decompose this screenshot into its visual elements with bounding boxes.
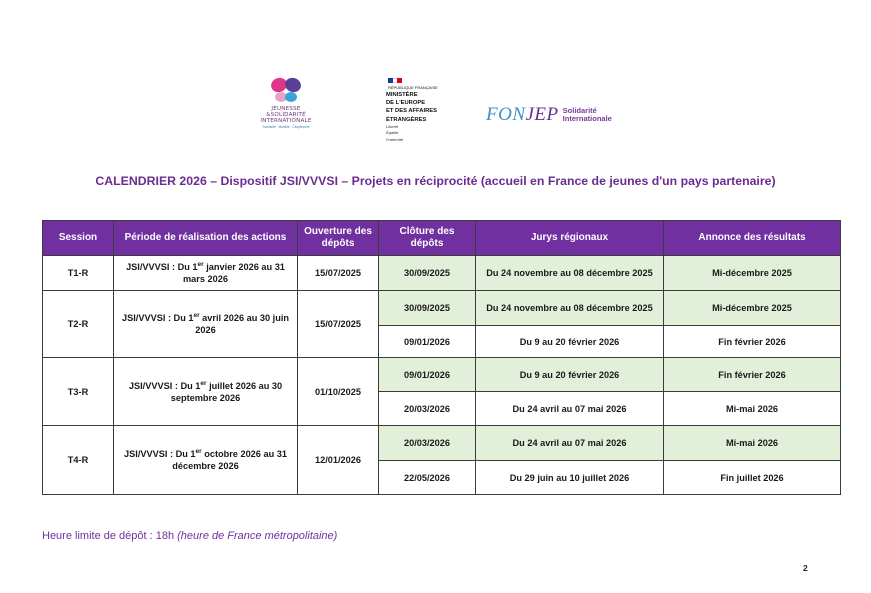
header-jurys: Jurys régionaux (476, 221, 664, 256)
page-title: CALENDRIER 2026 – Dispositif JSI/VVVSI – Projets en réciprocité (accueil en France de jeunes d'un pays partenaire) (95, 174, 776, 188)
jurys-cell: Du 29 juin au 10 juillet 2026 (476, 461, 664, 495)
jsi-logo-tagline: Solidarité · Mobilité · Citoyenneté (262, 125, 310, 129)
ministere-logo (386, 78, 456, 142)
table-row (43, 291, 841, 326)
ouverture-cell: 01/10/2025 (298, 358, 379, 426)
annonce-cell: Mi-décembre 2025 (664, 256, 841, 291)
jurys-cell: Du 24 novembre au 08 décembre 2025 (476, 291, 664, 326)
periode-cell: JSI/VVVSI : Du 1er juillet 2026 au 30 septembre 2026 (114, 358, 298, 426)
table-header-row (43, 221, 841, 256)
table-row (43, 358, 841, 392)
calendar-table (42, 220, 841, 495)
jurys-cell: Du 24 avril au 07 mai 2026 (476, 426, 664, 461)
jurys-cell: Du 24 avril au 07 mai 2026 (476, 392, 664, 426)
table-row (43, 256, 841, 291)
jurys-cell: Du 9 au 20 février 2026 (476, 358, 664, 392)
ouverture-cell: 15/07/2025 (298, 291, 379, 358)
ministere-name-2: DE L'EUROPE (386, 100, 426, 107)
page-number: 2 (803, 563, 808, 573)
fonjep-fon: FON (486, 104, 526, 125)
ministere-name-1: MINISTÈRE (386, 92, 418, 98)
jurys-cell: Du 24 novembre au 08 décembre 2025 (476, 256, 664, 291)
deadline-note-italic: (heure de France métropolitaine) (177, 530, 338, 542)
fonjep-logo (486, 104, 612, 126)
cloture-cell: 09/01/2026 (379, 358, 476, 392)
jsi-logo-text-3: INTERNATIONALE (260, 118, 312, 124)
annonce-cell: Fin juillet 2026 (664, 461, 841, 495)
ministere-motto-3: Fraternité (386, 136, 404, 142)
jsi-logo (256, 76, 316, 136)
header-periode: Période de réalisation des actions (114, 221, 298, 256)
deadline-note (42, 530, 337, 542)
cloture-cell: 20/03/2026 (379, 426, 476, 461)
annonce-cell: Fin février 2026 (664, 358, 841, 392)
cloture-cell: 30/09/2025 (379, 256, 476, 291)
cloture-cell: 22/05/2026 (379, 461, 476, 495)
ministere-rf: RÉPUBLIQUE FRANÇAISE (388, 85, 438, 90)
fonjep-jep: JEP (525, 104, 559, 125)
jsi-butterfly-icon (269, 76, 303, 106)
deadline-note-text: Heure limite de dépôt : 18h (42, 530, 178, 542)
cloture-cell: 20/03/2026 (379, 392, 476, 426)
logo-bar (0, 70, 871, 140)
jurys-cell: Du 9 au 20 février 2026 (476, 326, 664, 358)
header-ouverture: Ouverture des dépôts (298, 221, 379, 256)
table-row (43, 426, 841, 461)
ministere-motto-1: Liberté (386, 123, 399, 129)
session-cell: T2-R (43, 291, 114, 358)
annonce-cell: Mi-mai 2026 (664, 392, 841, 426)
session-cell: T4-R (43, 426, 114, 495)
jsi-logo-text-2: &SOLIDARITÉ (266, 112, 306, 118)
ministere-name-4: ÉTRANGÈRES (386, 116, 427, 123)
jsi-logo-text-1: JEUNESSE (271, 106, 301, 112)
session-cell: T3-R (43, 358, 114, 426)
periode-cell: JSI/VVVSI : Du 1er octobre 2026 au 31 décembre 2026 (114, 426, 298, 495)
ouverture-cell: 12/01/2026 (298, 426, 379, 495)
cloture-cell: 30/09/2025 (379, 291, 476, 326)
fonjep-sub-1: Solidarité (562, 105, 597, 115)
fonjep-subtitle (563, 107, 612, 124)
annonce-cell: Mi-décembre 2025 (664, 291, 841, 326)
french-flag-icon (388, 78, 402, 83)
ouverture-cell: 15/07/2025 (298, 256, 379, 291)
header-session: Session (43, 221, 114, 256)
periode-cell: JSI/VVVSI : Du 1er janvier 2026 au 31 mars 2026 (114, 256, 298, 291)
annonce-cell: Fin février 2026 (664, 326, 841, 358)
fonjep-sub-2: Internationale (562, 114, 612, 123)
annonce-cell: Mi-mai 2026 (664, 426, 841, 461)
ministere-motto-2: Égalité (386, 130, 399, 136)
header-cloture: Clôture des dépôts (379, 221, 476, 256)
ministere-name-3: ET DES AFFAIRES (386, 108, 437, 115)
periode-cell: JSI/VVVSI : Du 1er avril 2026 au 30 juin 2026 (114, 291, 298, 358)
session-cell: T1-R (43, 256, 114, 291)
header-annonce: Annonce des résultats (664, 221, 841, 256)
cloture-cell: 09/01/2026 (379, 326, 476, 358)
